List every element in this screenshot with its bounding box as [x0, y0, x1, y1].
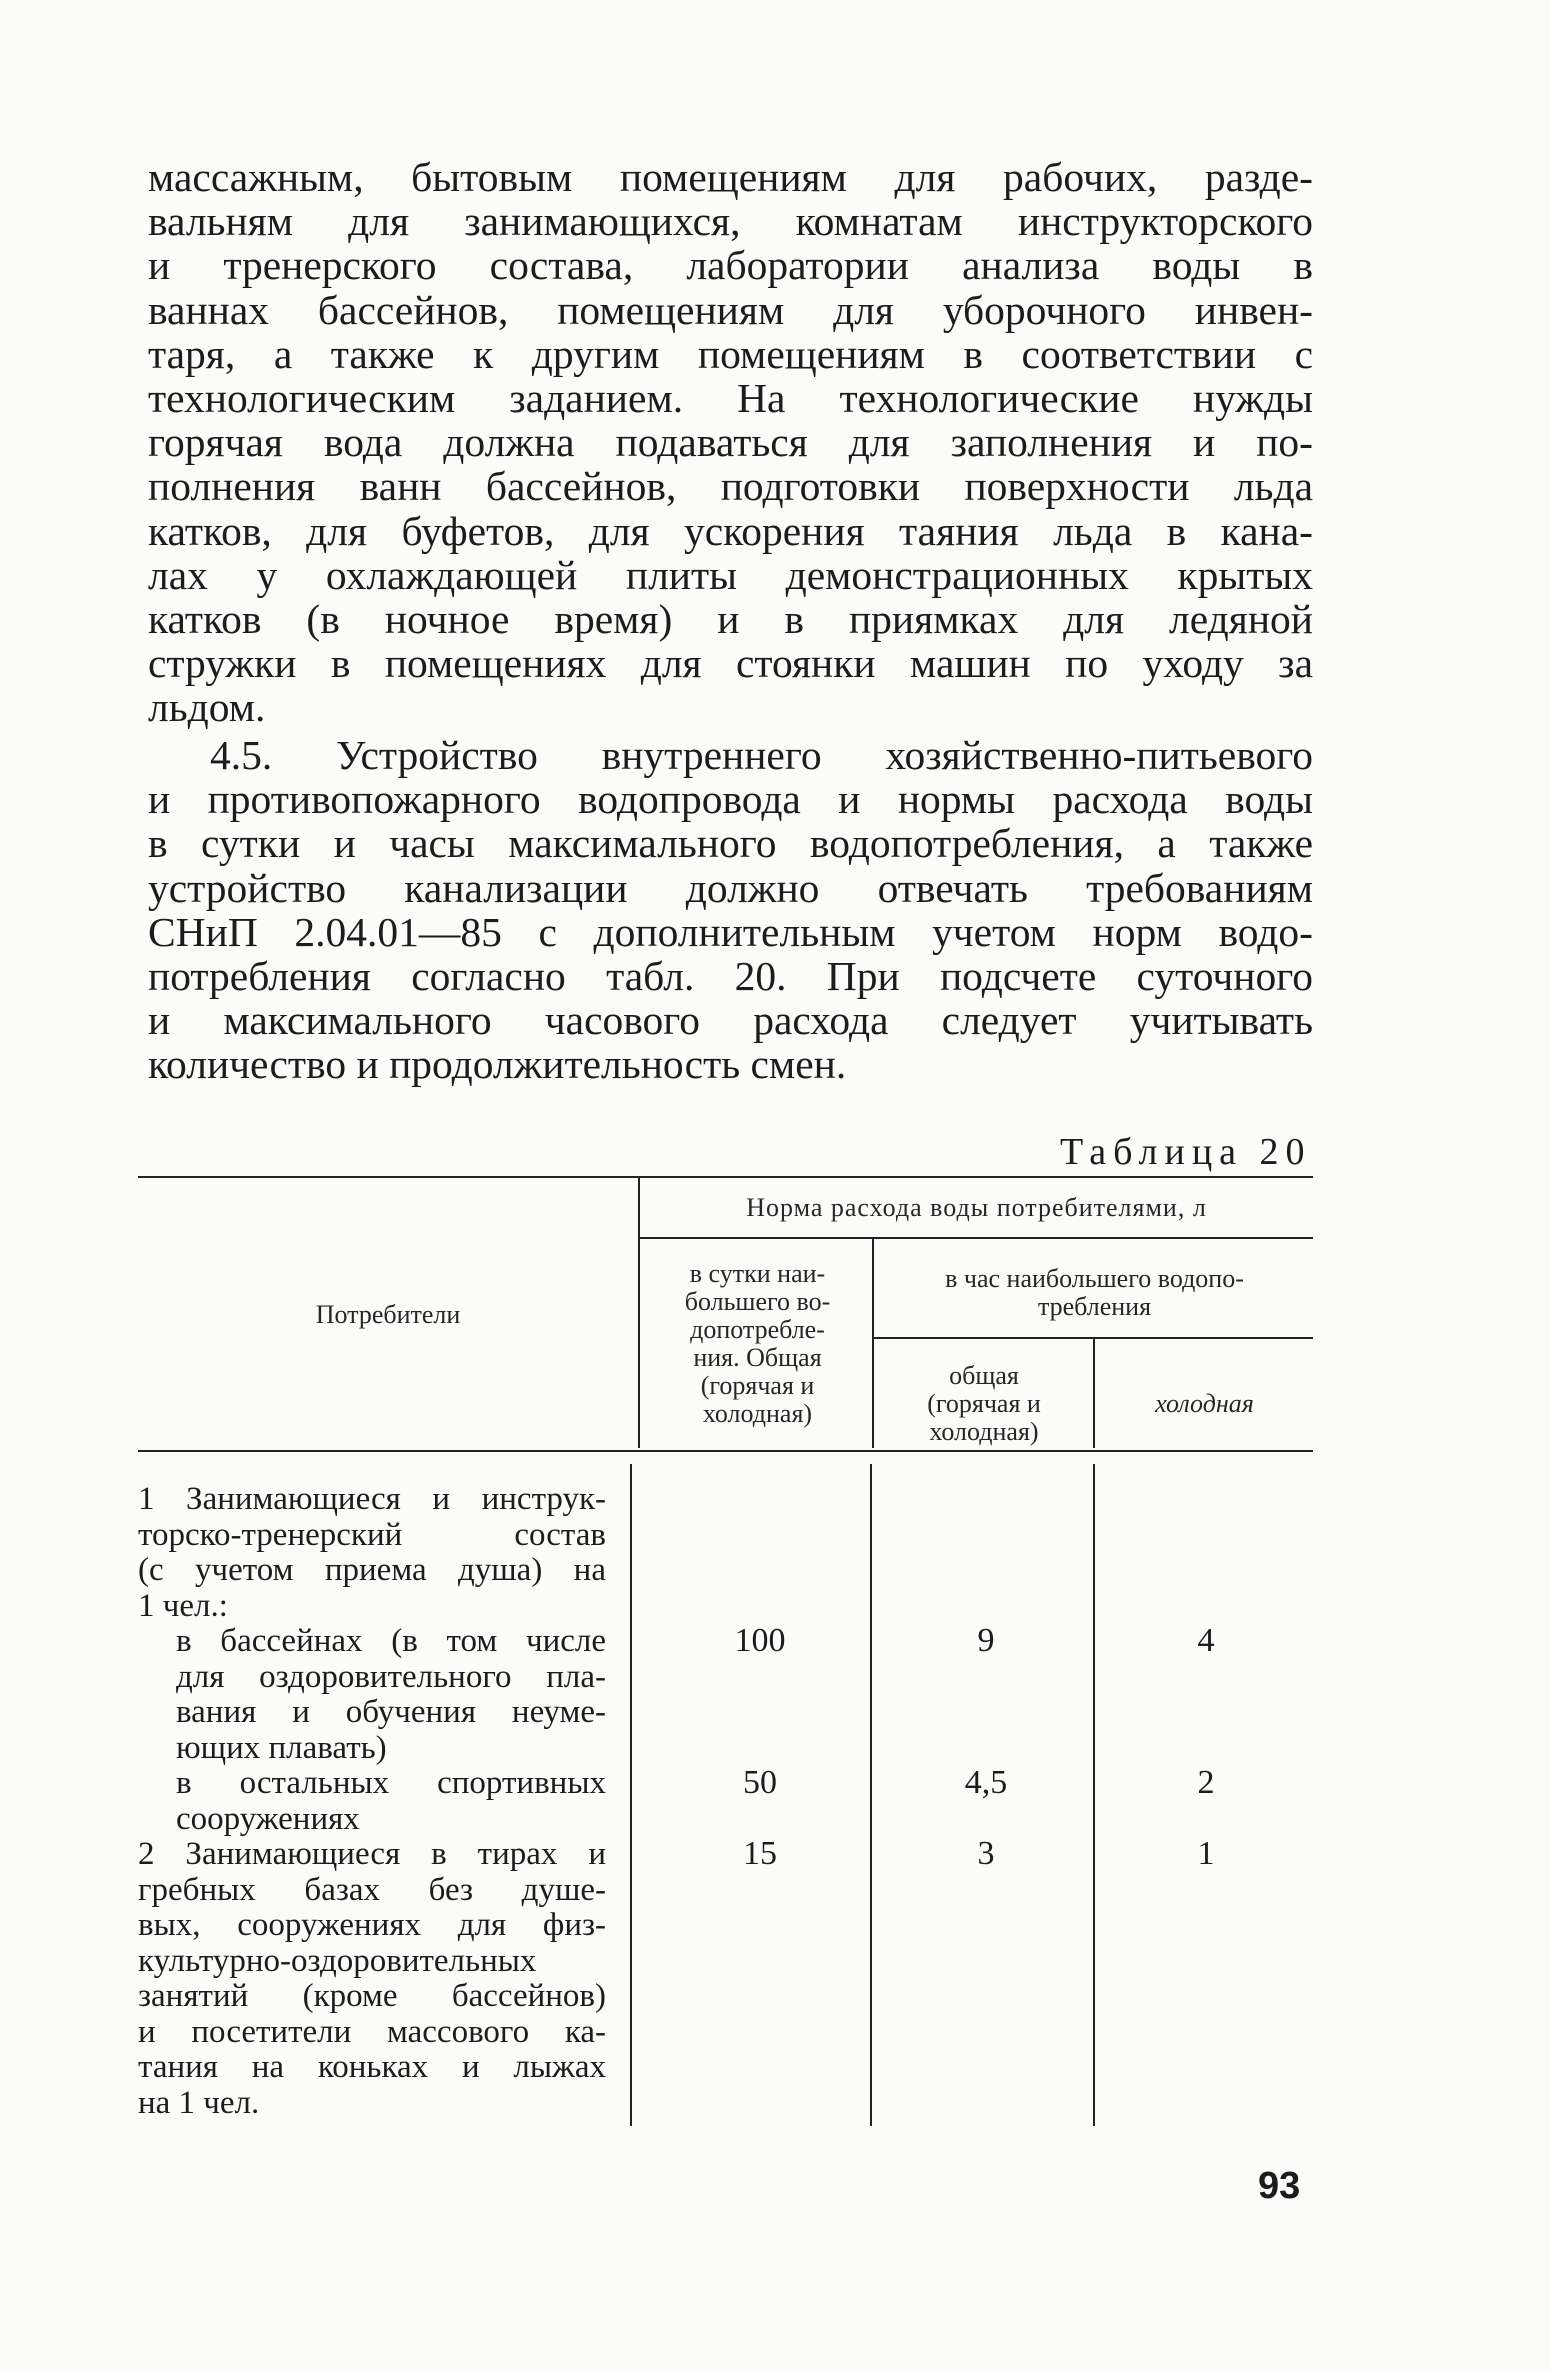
cell-total: 9 — [977, 1622, 995, 1659]
cell-line: на 1 чел. — [138, 2084, 260, 2121]
column-divider — [872, 1239, 874, 1448]
text-line: катков, для буфетов, для ускорения таяния льда в кана- — [148, 507, 1313, 554]
cell-line: и посетители массового ка- — [138, 2013, 606, 2050]
header-line: большего во- — [684, 1287, 831, 1316]
cell-line: 2 Занимающиеся в тирах и — [138, 1836, 606, 1872]
header-consumers: Потребители — [315, 1300, 461, 1329]
header-bottom-rule — [138, 1450, 1313, 1452]
header-line: (горячая и — [700, 1371, 815, 1400]
paragraph-1 — [148, 155, 1313, 730]
header-line: допотребле- — [690, 1315, 825, 1344]
table-row-1-label — [138, 1482, 606, 1624]
table-top-rule — [138, 1176, 1313, 1178]
cell-line: для оздоровительного пла- — [176, 1658, 606, 1695]
header-line: (горячая и — [927, 1389, 1041, 1418]
header-line: общая — [949, 1361, 1019, 1390]
cell-line: тания на коньках и лыжах — [138, 2049, 606, 2085]
cell-line: 1 Занимающиеся и инструк- — [138, 1481, 606, 1517]
header-total — [876, 1362, 1092, 1446]
text-line: таря, а также к другим помещениям в соответствии с — [148, 330, 1313, 377]
header-per-hour — [876, 1265, 1313, 1321]
text-line: катков (в ночное время) и в приямках для ледяной — [148, 596, 1313, 643]
table-row-4-label — [138, 1837, 606, 2121]
header-line: ния. Общая — [693, 1343, 822, 1372]
cell-line: культурно-оздоровительных — [138, 1942, 537, 1979]
text-line: СНиП 2.04.01—85 с дополнительным учетом норм водо- — [148, 908, 1313, 955]
text-line: льдом. — [148, 684, 266, 731]
column-divider — [870, 1464, 872, 2126]
text-line: и максимального часового расхода следует учитывать — [148, 997, 1313, 1044]
table-title: Таблица 20 — [1060, 1131, 1312, 1173]
text-line: и противопожарного водопровода и нормы расхода воды — [148, 776, 1313, 823]
cell-total: 4,5 — [964, 1764, 1008, 1801]
column-divider — [1093, 1464, 1095, 2126]
table-row-2-label — [176, 1624, 606, 1766]
text-line: потребления согласно табл. 20. При подсчете суточного — [148, 953, 1313, 1000]
text-line: стружки в помещениях для стоянки машин по уходу за — [148, 640, 1313, 687]
cell-line: (с учетом приема душа) на — [138, 1552, 606, 1588]
cell-total: 3 — [977, 1835, 995, 1872]
text-line: в сутки и часы максимального водопотребления, а также — [148, 820, 1313, 867]
text-line: и тренерского состава, лаборатории анализа воды в — [148, 242, 1313, 289]
text-line: ваннах бассейнов, помещениям для уборочного инвен- — [148, 286, 1313, 333]
cell-cold: 4 — [1197, 1622, 1215, 1659]
header-line: в час наибольшего водопо- — [945, 1264, 1244, 1293]
cell-line: занятий (кроме бассейнов) — [138, 1978, 606, 2014]
cell-line: гребных базах без душе- — [138, 1871, 606, 1908]
text-line: количество и продолжительность смен. — [148, 1041, 847, 1088]
header-line: холодная) — [929, 1417, 1039, 1446]
table-row-3-label — [176, 1766, 606, 1837]
cell-per-day: 50 — [743, 1764, 777, 1801]
cell-line: сооружениях — [176, 1800, 360, 1837]
text-line: полнения ванн бассейнов, подготовки поверхности льда — [148, 463, 1313, 510]
cell-per-day: 15 — [743, 1835, 777, 1872]
text-line: горячая вода должна подаваться для заполнения и по- — [148, 419, 1313, 466]
cell-per-day: 100 — [734, 1622, 786, 1659]
cell-line: вания и обучения неуме- — [176, 1694, 606, 1730]
text-line: лах у охлаждающей плиты демонстрационных крытых — [148, 551, 1313, 598]
cell-line: 1 чел.: — [138, 1587, 228, 1624]
text-line: 4.5. Устройство внутреннего хозяйственно-питьевого — [210, 732, 1313, 778]
cell-line: ющих плавать) — [176, 1729, 387, 1766]
header-norm-group: Норма расхода воды потребителями, л — [746, 1193, 1207, 1222]
column-divider — [630, 1464, 632, 2126]
cell-line: вых, сооружениях для физ- — [138, 1907, 606, 1943]
paragraph-2 — [148, 733, 1313, 1087]
header-rule — [640, 1237, 1313, 1239]
text-line: технологическим заданием. На технологические нужды — [148, 375, 1313, 422]
text-line: вальням для занимающихся, комнатам инструкторского — [148, 198, 1313, 245]
header-line: требления — [1037, 1292, 1152, 1321]
text-line: массажным, бытовым помещениям для рабочих, разде- — [148, 154, 1313, 200]
cell-cold: 1 — [1197, 1835, 1215, 1872]
cell-cold: 2 — [1197, 1764, 1215, 1801]
header-per-day — [645, 1260, 870, 1428]
header-line: в сутки наи- — [689, 1259, 826, 1288]
cell-line: торско-тренерский состав — [138, 1516, 606, 1553]
cell-line: в остальных спортивных — [176, 1765, 606, 1801]
page-number: 93 — [1258, 2165, 1301, 2207]
column-divider — [1093, 1339, 1095, 1448]
cell-line: в бассейнах (в том числе — [176, 1623, 606, 1659]
text-line: устройство канализации должно отвечать требованиям — [148, 864, 1313, 911]
header-line: холодная) — [702, 1399, 813, 1428]
header-cold: холодная — [1155, 1389, 1254, 1418]
